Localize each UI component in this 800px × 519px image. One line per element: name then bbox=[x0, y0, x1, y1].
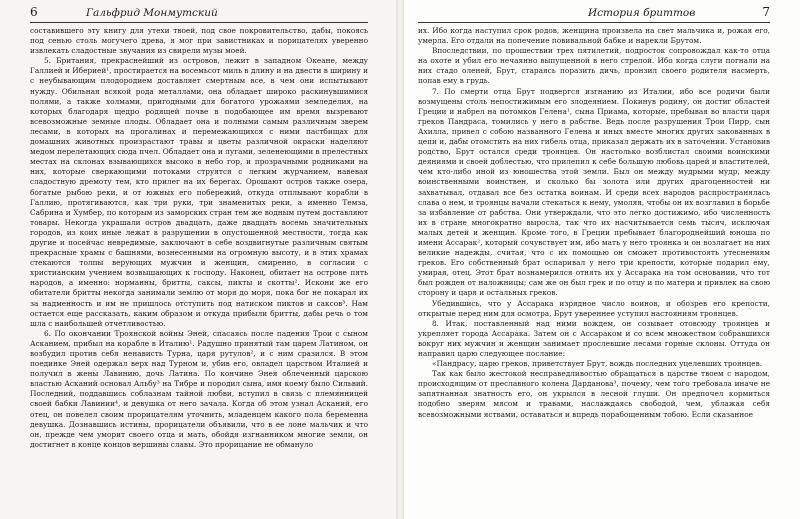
left-page-header bbox=[30, 5, 368, 21]
right-header-rule bbox=[418, 22, 770, 23]
left-header-rule bbox=[30, 22, 368, 23]
left-page bbox=[0, 0, 396, 519]
right-paragraph: Впоследствии, по прошествии трех пятилетий, подросток сопровождал как-то отца на охоте и убил его нечаянно выпущенной в него стрелой. Ибо когда слуги погнали на них стадо оленей, Брут, стараясь поразить дичь, пронзил своего родителя насмерть, попав ему в грудь. bbox=[418, 46, 770, 86]
right-paragraph: их. Ибо когда наступил срок родов, женщина произвела на свет мальчика и, рожая его, умерла. Его отдали на попечение повивальной бабке и нарекли Брутом. bbox=[418, 26, 770, 46]
book-gutter bbox=[396, 0, 404, 519]
right-running-head: История бриттов bbox=[588, 7, 696, 19]
left-page-number: 6 bbox=[30, 5, 38, 19]
left-running-head: Гальфрид Монмутский bbox=[86, 7, 218, 19]
right-paragraph: Так как было жестокой несправедливостью обращаться в царстве твоем с народом, происходящим от преславного колена Дарданова³, почему, чем того требовала иначе не запятнанная знатность его, он укрылся в лесной глуши. Он предпочел кормиться подобно зверям мясом и травами, наслаждаясь свободой, чем, ублажая себя всевозможными яствами, оставаться и впредь порабощенным тобою. Если сказанное bbox=[418, 369, 770, 419]
right-page-number: 7 bbox=[762, 5, 770, 19]
left-paragraph: 6. По окончании Троянской войны Эней, спасаясь после падения Трои с сыном Асканием, прибыл на корабле в Италию¹. Радушно принятый там царем Латином, он возбудил против себя ненависть Турна, царя рутулов², и с ним сразился. В этом поединке Эней одержал верх над Турном и, убив его, овладел царством Италией и получил в жены Лавинию, дочь Латина. По кончине Энея облеченный царскою властью Асканий основал Альбу³ на Тибре и породил сына, имя коему было Сильвий. Последний, поддавшись соблазнам тайной любви, вступил в связь с племянницей своей бабки Лавинии⁴, и девушка от него зачала. Когда об этом узнал Асканий, его отец, он повелел своим прорицателям уточнить, младенцем какого пола беременна девушка. Дознавшись истины, прорицатели объявили, что в ее лоне мальчик и что он, прежде чем уморит своего отца и мать, обойдя изгнанником многие земли, он достигнет в конце концов вершины славы. Это прорицание не обмануло bbox=[30, 328, 368, 449]
left-paragraph: составившего эту книгу для утехи твоей, под свое покровительство, дабы, покоясь под сенью столь могучего древа, я мог при завистниках и порицателях уверенно извлекать сладостные звучания из свирели музы моей. bbox=[30, 26, 368, 56]
right-page-body bbox=[418, 26, 770, 515]
right-page-header bbox=[418, 5, 770, 21]
left-page-body bbox=[30, 26, 368, 515]
right-page bbox=[404, 0, 800, 519]
right-paragraph: Убедившись, что у Ассарака изрядное число воинов, и обозрев его крепости, открытые перед ним для осмотра, Брут увереннее уступил настояниям троянцев. bbox=[418, 298, 770, 318]
right-paragraph: «Пандрасу, царю греков, приветствует Брут, вождь последних уцелевших троянцев. bbox=[432, 359, 763, 369]
right-paragraph: 8. Итак, поставленный над ними вождем, он созывает отовсюду троянцев и укрепляет города Ассарака. Затем он с Ассараком и со всем множеством собравшихся вокруг них мужчин и женщин занимает прослевшие лесами горные склоны. Оттуда он направил царю следующее послание: bbox=[418, 318, 770, 358]
left-paragraph: 5. Британия, прекраснейший из островов, лежит в западном Океане, между Галлией и Иберией¹, простирается на восемьсот миль в длину и на двести в ширину и с неубывающим плодородием доставляет смертным все, в чем они испытывают нужду. Обильная всякой рода металлами, она обладает широко раскинувшимися полями, а также холмами, пригодными для богатого урожаями земледелия, на которых благодаря щедро родящей почве в подобающее им время вызревают всевозможные земные плоды. Обладает она и полными самым различным зверем лесами, в которых на прогалинах и перемежающихся с ними пастбищах для домашних животных произрастают травы и цветы различной окраски наделяют медом перелетающих сюда пчел. Обладает она и лугами, зеленеющими в прелестных местах на склонах взывающихся высоко в небо гор, и прозрачными родниками на них, которые сверкающими потоками струятся с легким журчанием, навевая сладостную дремоту тем, кто прилег на их берегах. Орошают остров также озера, богатые рыбою реки, и от южных его побережий, откуда отплывают корабли в Галлию, протягиваются, как три руки, три знаменитых реки, а именно Темза, Сабрина и Хумбер, по которым из заморских стран тем же водным путем доставляют товары. Некогда украшали остров двадцать, даже двадцать восемь значительных городов, из коих иные лежат в разрушении в опустошенной местности, тогда как другие и посейчас невредимые, заключают в себе воздвигнутые различным святым прекрасные храмы с башнями, вознесенными на огромную высоту, и в этих храмах стекаются толпы верующих мужчин и женщин, смиренно, в согласии с христианским учением возвышающих к господу. Наконец, обитает на острове пять народов, а именно: норманны, бритты, саксы, пикты и скотты². Искони же его обитатели бритты некогда занимали землю от моря до моря, пока бог не покарал их за надменность и им не пришлось отступить под натиском пиктов и саксов³. Нам остается еще рассказать, каким образом и откуда прибыли бритты, дабы речь о том шла с наибольшей отчетливостью. bbox=[30, 56, 368, 328]
right-paragraph: 7. По смерти отца Брут подвергся изгнанию из Италии, ибо все родичи были возмущены столь непостижимым его злодеянием. Покинув родину, он достиг областей Греции и набрел на потомков Гелена¹, сына Приама, которые, пребывая во власти царя греков Пандраса, томились у него в рабстве. Ведь после разрушения Трои Пирр, сын Ахилла, привел с собою названного Гелена и иных вместе многих других закованных в цепи и, дабы отомстить на них гибель отца, приказал держать их в заточении. Установив родство, Брут остался среди троянцев. Он настолько возблистал своими воинскими деяниями и своей доблестью, что прилепил к себе большую любовь царей и властителей, чем кто-либо иной из юношества этой земли. Был он между мудрыми мудр, между воинственными воинствен, и сколько бы золота или других драгоценностей ни захватывал, отдавал все без остатка воинам. И среди всех народов распространялась слава о нем, и троянцы начали стекаться к нему, умоляя, чтобы он их возглавил в борьбе за избавление от рабства. Они утверждали, что это легко достижимо, ибо численность их в стране многократно выросла, так что их насчитывается семь тысяч, исключая малых детей и женщин. Кроме того, в Греции пребывает благороднейший юноша по имени Ассарак², который сочувствует им, ибо мать у него троянка и он возлагает на них великие надежды, считая, что с их помощью он сможет противостоять утеснениям греков. Его собственный брат оспаривал у него три крепости, которые подарил ему, умирая, отец. Этот брат вознамерился отнять их у Ассарака на том основании, что тот был рожден от наложницы; сам же он был грек и по отцу и по матери и привлек на свою сторону и царя и остальных греков. bbox=[418, 86, 770, 298]
